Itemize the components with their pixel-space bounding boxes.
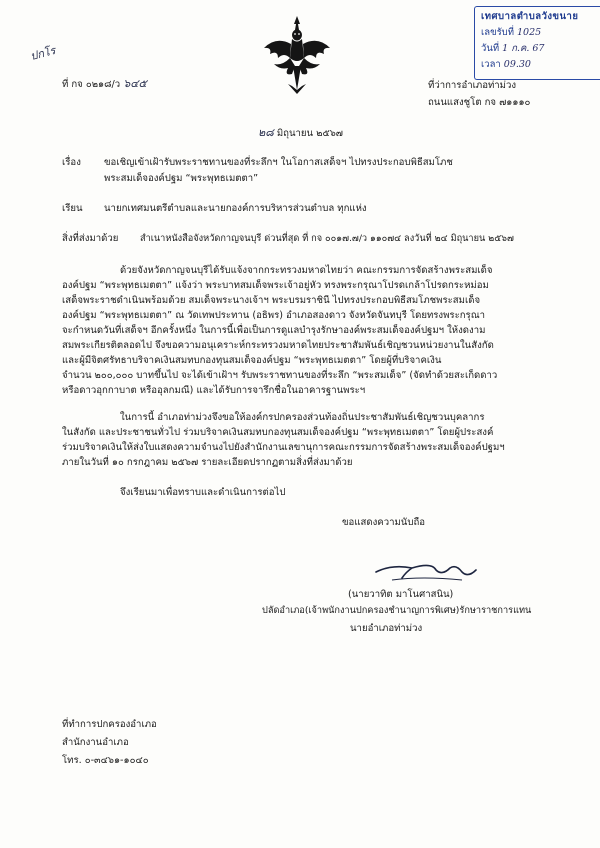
stamp-time-value: 09.30 [503, 59, 531, 70]
closing-salutation: ขอแสดงความนับถือ [342, 517, 426, 528]
stamp-receive-no [481, 25, 600, 41]
body-line: หรือดาวอุกกาบาต หรืออุลกมณี) และได้รับการจารึกชื่อในอาคารฐานพระฯ [62, 385, 366, 396]
subject-label: เรื่อง [62, 157, 81, 168]
body-line: ร่วมบริจาคเงินให้ส่งใบแสดงความจำนงไปยังสำนักงานเลขานุการคณะกรรมการจัดสร้างพระสมเด็จองค์ปฐมฯ [62, 442, 505, 453]
stamp-date-value: 1 ก.ค. 67 [502, 43, 545, 54]
body-paragraph-1 [62, 263, 550, 398]
stamp-date [481, 41, 600, 57]
stamp-title: เทศบาลตำบลวังขนาย [481, 11, 579, 22]
body-line: ในการนี้ อำเภอท่าม่วงจึงขอให้องค์กรปกครองส่วนท้องถิ่นประชาสัมพันธ์เชิญชวนบุคลากร [120, 412, 485, 423]
body-line: องค์ปฐม “พระพุทธเมตตา” แจ้งว่า พระบาทสมเด็จพระเจ้าอยู่หัว ทรงพระกรุณาโปรดเกล้าโปรดกระหม่อม [62, 280, 489, 291]
stamp-receive-no-value: 1025 [517, 27, 542, 38]
recipient-text: นายกเทศมนตรีตำบลและนายกองค์การบริหารส่วนตำบล ทุกแห่ง [104, 203, 367, 214]
document-number [62, 77, 147, 92]
recipient-label: เรียน [62, 203, 83, 214]
body-line: จำนวน ๒๐๐,๐๐๐ บาทขึ้นไป จะได้เข้าเฝ้าฯ รับพระราชทานของที่ระลึก “พระสมเด็จ” (จัดทำด้วยสะเก็ดดาว [62, 370, 498, 381]
document-number-label: ที่ กจ ๐๒๑๘/ว [62, 79, 121, 90]
body-paragraph-2 [62, 410, 550, 470]
footer-office-line2: สำนักงานอำเภอ [62, 737, 129, 748]
document-number-value: ๖๔๕ [123, 77, 147, 90]
received-stamp [474, 6, 600, 80]
closing-request: จึงเรียนมาเพื่อทราบและดำเนินการต่อไป [120, 487, 286, 498]
attachment-text: สำเนาหนังสือจังหวัดกาญจนบุรี ด่วนที่สุด ที่ กจ ๐๐๑๗.๗/ว ๑๑๐๗๔ ลงวันที่ ๒๔ มิถุนายน ๒๕๖๗ [140, 233, 514, 244]
signatory-position-line2: นายอำเภอท่าม่วง [350, 623, 423, 634]
footer-phone: โทร. ๐-๓๔๖๑-๑๐๔๐ [62, 755, 149, 766]
stamp-time [481, 57, 600, 73]
body-line: ด้วยจังหวัดกาญจนบุรีได้รับแจ้งจากกระทรวงมหาดไทยว่า คณะกรรมการจัดสร้างพระสมเด็จ [120, 265, 493, 276]
garuda-emblem-icon [262, 14, 332, 96]
subject-line2: พระสมเด็จองค์ปฐม “พระพุทธเมตตา” [104, 173, 259, 184]
body-line: องค์ปฐม “พระพุทธเมตตา” ณ วัดเทพประทาน (อธิพร) อำเภอสองดาว จังหวัดจันทบุรี โดยทรงพระกรุณา [62, 310, 485, 321]
attachment-label: สิ่งที่ส่งมาด้วย [62, 233, 119, 244]
body-line: จะกำหนดวันที่เสด็จฯ อีกครั้งหนึ่ง ในการนี้เพื่อเป็นการดูแลบำรุงรักษาองค์พระสมเด็จองค์ปฐมฯ ให้งดงาม [62, 325, 486, 336]
signatory-name: (นายวาทิต มาโนศาสนิน) [348, 589, 454, 600]
handwritten-corner-note: ปกโร [28, 43, 57, 64]
body-line: และผู้มีจิตศรัทธาบริจาคเงินสมทบกองทุนสมเด็จองค์ปฐม “พระพุทธเมตตา” โดยผู้ที่บริจาคเงิน [62, 355, 442, 366]
body-line: สมพระเกียรติตลอดไป จึงขอความอนุเคราะห์กระทรวงมหาดไทยประชาสัมพันธ์เชิญชวนหน่วยงานในสังกัด [62, 340, 494, 351]
signatory-position-line1: ปลัดอำเภอ(เจ้าพนักงานปกครองชำนาญการพิเศษ)รักษาราชการแทน [262, 605, 532, 616]
stamp-time-label: เวลา [481, 59, 501, 70]
office-address-line2: ถนนแสงชูโต กจ ๗๑๑๑๐ [428, 97, 531, 108]
handwritten-signature [372, 558, 482, 588]
stamp-receive-no-label: เลขรับที่ [481, 27, 514, 38]
body-line: ในสังกัด และประชาชนทั่วไป ร่วมบริจาคเงินสมทบกองทุนสมเด็จองค์ปฐม “พระพุทธเมตตา” โดยผู้ประสงค์ [62, 427, 494, 438]
document-date-day: ๒๘ [258, 126, 274, 139]
subject-line1: ขอเชิญเข้าเฝ้ารับพระราชทานของที่ระลึกฯ ในโอกาสเสด็จฯ ไปทรงประกอบพิธีสมโภช [104, 157, 453, 168]
footer-office-line1: ที่ทำการปกครองอำเภอ [62, 719, 157, 730]
office-address-line1: ที่ว่าการอำเภอท่าม่วง [428, 80, 517, 91]
body-line: เสด็จพระราชดำเนินพร้อมด้วย สมเด็จพระนางเจ้าฯ พระบรมราชินี ไปทรงประกอบพิธีสมโภชพระสมเด็จ [62, 295, 481, 306]
document-date-rest: มิถุนายน ๒๕๖๗ [276, 128, 344, 139]
body-line: ภายในวันที่ ๑๐ กรกฎาคม ๒๕๖๗ รายละเอียดปรากฏตามสิ่งที่ส่งมาด้วย [62, 457, 353, 468]
stamp-date-label: วันที่ [481, 43, 500, 54]
document-date [258, 126, 343, 141]
